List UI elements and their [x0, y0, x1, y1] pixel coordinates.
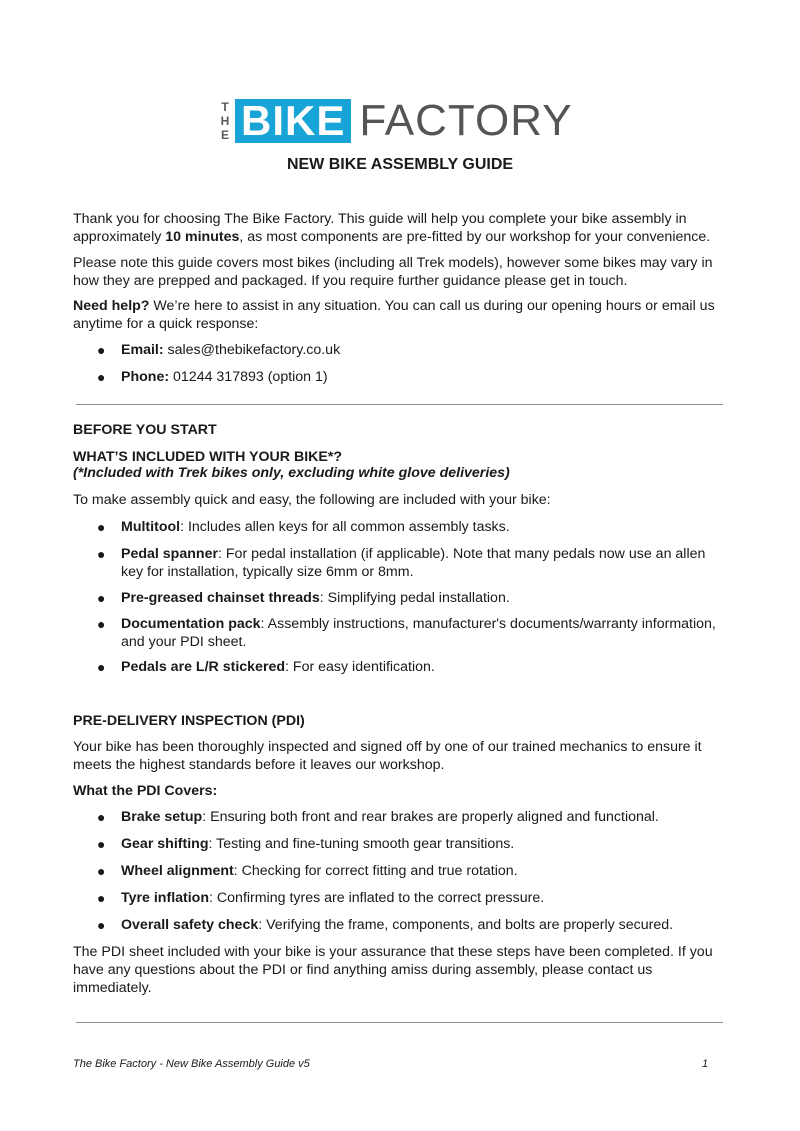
- pdi-item: Wheel alignment: Checking for correct fitting and true rotation.: [121, 863, 518, 879]
- bullet-icon: ●: [97, 863, 106, 879]
- pdi-item: Overall safety check: Verifying the frame, components, and bolts are properly secured.: [121, 917, 674, 933]
- page-number: 1: [702, 1058, 709, 1070]
- included-note: (*Included with Trek bikes only, excluding white glove deliveries): [73, 465, 510, 481]
- bullet-icon: ●: [97, 809, 106, 825]
- logo-factory: FACTORY: [359, 96, 573, 145]
- included-lead: To make assembly quick and easy, the following are included with your bike:: [73, 492, 551, 508]
- pdi-covers-heading: What the PDI Covers:: [73, 783, 218, 799]
- section-divider: [76, 404, 723, 405]
- pdi-item: Gear shifting: Testing and fine-tuning smooth gear transitions.: [121, 836, 515, 852]
- intro-paragraph-2: Please note this guide covers most bikes (including all Trek models), however some bikes may vary in how they are prepped and packaged. If you require further guidance please get in touch.: [73, 255, 713, 289]
- pdi-item: Tyre inflation: Confirming tyres are inflated to the correct pressure.: [121, 890, 545, 906]
- contact-email: Email: sales@thebikefactory.co.uk: [121, 342, 341, 358]
- included-item: Multitool: Includes allen keys for all common assembly tasks.: [121, 519, 510, 535]
- bullet-icon: ●: [97, 616, 106, 632]
- before-heading: BEFORE YOU START: [73, 422, 217, 438]
- intro-paragraph-1: Thank you for choosing The Bike Factory. This guide will help you complete your bike assembly in approximately 10 minutes, as most components are pre-fitted by our workshop for your convenience.: [73, 211, 711, 245]
- contact-phone: Phone: 01244 317893 (option 1): [121, 369, 328, 385]
- brand-logo: [219, 98, 573, 144]
- bullet-icon: ●: [97, 890, 106, 906]
- logo-bike: BIKE: [235, 99, 351, 143]
- included-heading: WHAT’S INCLUDED WITH YOUR BIKE*?: [73, 449, 343, 465]
- logo-the: T H E: [220, 100, 230, 142]
- pdi-item: Brake setup: Ensuring both front and rear brakes are properly aligned and functional.: [121, 809, 659, 825]
- bullet-icon: ●: [97, 546, 106, 562]
- bullet-icon: ●: [97, 659, 106, 675]
- page-title: NEW BIKE ASSEMBLY GUIDE: [286, 156, 514, 173]
- included-item: Pedals are L/R stickered: For easy identification.: [121, 659, 435, 675]
- bullet-icon: ●: [97, 917, 106, 933]
- bullet-icon: ●: [97, 342, 106, 358]
- pdi-lead: Your bike has been thoroughly inspected and signed off by one of our trained mechanics to ensure it meets the highest standards before it leaves our workshop.: [73, 739, 702, 773]
- help-paragraph: Need help? We’re here to assist in any situation. You can call us during our opening hours or email us anytime for a quick response:: [73, 298, 715, 332]
- pdi-closing: The PDI sheet included with your bike is your assurance that these steps have been completed. If you have any questions about the PDI or find anything amiss during assembly, please contact us immediately.: [73, 944, 713, 996]
- bullet-icon: ●: [97, 836, 106, 852]
- footer-divider: [76, 1022, 723, 1023]
- included-item: Documentation pack: Assembly instructions, manufacturer's documents/warranty information, and your PDI sheet.: [121, 616, 716, 650]
- included-item: Pre-greased chainset threads: Simplifying pedal installation.: [121, 590, 510, 606]
- bullet-icon: ●: [97, 369, 106, 385]
- pdi-heading: PRE-DELIVERY INSPECTION (PDI): [73, 713, 305, 729]
- bullet-icon: ●: [97, 519, 106, 535]
- bullet-icon: ●: [97, 590, 106, 606]
- footer-doc-title: The Bike Factory - New Bike Assembly Guide v5: [73, 1058, 310, 1070]
- included-item: Pedal spanner: For pedal installation (if applicable). Note that many pedals now use an allen key for installation, typically size 6mm or 8mm.: [121, 546, 706, 580]
